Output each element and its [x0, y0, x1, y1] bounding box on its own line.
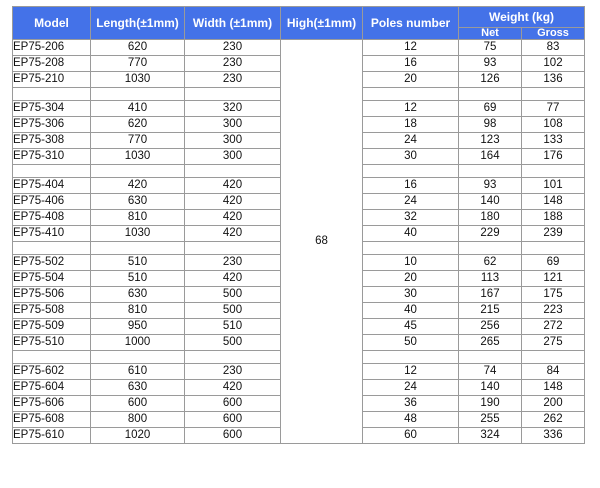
cell-poles: 20 [363, 72, 459, 88]
cell-length: 810 [91, 210, 185, 226]
cell-poles: 36 [363, 396, 459, 412]
cell-model: EP75-404 [13, 178, 91, 194]
cell-model: EP75-509 [13, 319, 91, 335]
cell-gross: 83 [522, 40, 585, 56]
header-high: High(±1mm) [281, 7, 363, 40]
cell-poles: 24 [363, 133, 459, 149]
cell-high: 68 [281, 40, 363, 444]
cell-length: 770 [91, 56, 185, 72]
cell-net: 113 [459, 271, 522, 287]
cell-model: EP75-506 [13, 287, 91, 303]
cell-model: EP75-606 [13, 396, 91, 412]
table-body [13, 40, 585, 444]
empty-cell [91, 351, 185, 364]
cell-length: 600 [91, 396, 185, 412]
cell-gross: 148 [522, 380, 585, 396]
empty-cell [363, 88, 459, 101]
cell-net: 256 [459, 319, 522, 335]
cell-width: 600 [185, 428, 281, 444]
cell-length: 630 [91, 194, 185, 210]
cell-gross: 77 [522, 101, 585, 117]
cell-poles: 16 [363, 56, 459, 72]
cell-net: 164 [459, 149, 522, 165]
cell-net: 180 [459, 210, 522, 226]
cell-gross: 239 [522, 226, 585, 242]
cell-model: EP75-408 [13, 210, 91, 226]
cell-width: 510 [185, 319, 281, 335]
cell-net: 93 [459, 178, 522, 194]
cell-length: 1030 [91, 72, 185, 88]
cell-model: EP75-306 [13, 117, 91, 133]
cell-poles: 40 [363, 226, 459, 242]
cell-model: EP75-510 [13, 335, 91, 351]
cell-net: 69 [459, 101, 522, 117]
cell-length: 420 [91, 178, 185, 194]
cell-poles: 40 [363, 303, 459, 319]
empty-cell [522, 242, 585, 255]
header-weight: Weight (kg) [459, 7, 585, 28]
empty-cell [522, 165, 585, 178]
empty-cell [459, 165, 522, 178]
empty-cell [91, 165, 185, 178]
cell-poles: 30 [363, 287, 459, 303]
cell-poles: 24 [363, 380, 459, 396]
cell-gross: 188 [522, 210, 585, 226]
empty-cell [459, 88, 522, 101]
empty-cell [185, 242, 281, 255]
cell-net: 324 [459, 428, 522, 444]
empty-cell [363, 242, 459, 255]
cell-width: 420 [185, 194, 281, 210]
empty-cell [522, 88, 585, 101]
cell-width: 230 [185, 56, 281, 72]
cell-gross: 275 [522, 335, 585, 351]
cell-gross: 133 [522, 133, 585, 149]
empty-cell [13, 88, 91, 101]
cell-length: 950 [91, 319, 185, 335]
cell-gross: 200 [522, 396, 585, 412]
cell-length: 1030 [91, 226, 185, 242]
cell-net: 75 [459, 40, 522, 56]
cell-length: 620 [91, 117, 185, 133]
cell-poles: 30 [363, 149, 459, 165]
cell-net: 215 [459, 303, 522, 319]
cell-length: 810 [91, 303, 185, 319]
cell-net: 255 [459, 412, 522, 428]
empty-cell [363, 351, 459, 364]
cell-net: 123 [459, 133, 522, 149]
cell-width: 420 [185, 380, 281, 396]
cell-net: 229 [459, 226, 522, 242]
header-row [13, 7, 585, 28]
cell-net: 140 [459, 380, 522, 396]
empty-cell [459, 242, 522, 255]
cell-net: 140 [459, 194, 522, 210]
cell-length: 630 [91, 287, 185, 303]
cell-length: 1030 [91, 149, 185, 165]
cell-gross: 176 [522, 149, 585, 165]
header-poles: Poles number [363, 7, 459, 40]
cell-length: 1020 [91, 428, 185, 444]
cell-poles: 24 [363, 194, 459, 210]
cell-model: EP75-210 [13, 72, 91, 88]
table-row [13, 40, 585, 56]
cell-length: 610 [91, 364, 185, 380]
cell-gross: 136 [522, 72, 585, 88]
cell-width: 230 [185, 255, 281, 271]
cell-gross: 262 [522, 412, 585, 428]
cell-net: 62 [459, 255, 522, 271]
cell-width: 500 [185, 287, 281, 303]
cell-width: 300 [185, 149, 281, 165]
cell-poles: 12 [363, 101, 459, 117]
cell-gross: 175 [522, 287, 585, 303]
cell-length: 630 [91, 380, 185, 396]
empty-cell [91, 88, 185, 101]
cell-gross: 108 [522, 117, 585, 133]
cell-poles: 20 [363, 271, 459, 287]
cell-poles: 16 [363, 178, 459, 194]
header-net: Net [459, 28, 522, 40]
cell-width: 300 [185, 133, 281, 149]
header-model: Model [13, 7, 91, 40]
header-gross: Gross [522, 28, 585, 40]
cell-width: 230 [185, 72, 281, 88]
cell-length: 620 [91, 40, 185, 56]
cell-net: 126 [459, 72, 522, 88]
cell-width: 600 [185, 412, 281, 428]
cell-model: EP75-602 [13, 364, 91, 380]
cell-model: EP75-508 [13, 303, 91, 319]
cell-poles: 48 [363, 412, 459, 428]
cell-model: EP75-504 [13, 271, 91, 287]
cell-poles: 12 [363, 40, 459, 56]
cell-model: EP75-406 [13, 194, 91, 210]
cell-net: 74 [459, 364, 522, 380]
empty-cell [185, 88, 281, 101]
cell-model: EP75-502 [13, 255, 91, 271]
cell-width: 420 [185, 178, 281, 194]
cell-gross: 336 [522, 428, 585, 444]
cell-width: 500 [185, 335, 281, 351]
cell-width: 230 [185, 40, 281, 56]
cell-gross: 102 [522, 56, 585, 72]
cell-net: 265 [459, 335, 522, 351]
cell-length: 510 [91, 255, 185, 271]
cell-poles: 32 [363, 210, 459, 226]
cell-model: EP75-610 [13, 428, 91, 444]
empty-cell [13, 351, 91, 364]
cell-poles: 60 [363, 428, 459, 444]
empty-cell [459, 351, 522, 364]
cell-width: 600 [185, 396, 281, 412]
spec-table-container [12, 6, 585, 444]
cell-length: 770 [91, 133, 185, 149]
cell-gross: 272 [522, 319, 585, 335]
cell-model: EP75-608 [13, 412, 91, 428]
cell-width: 420 [185, 271, 281, 287]
cell-poles: 12 [363, 364, 459, 380]
cell-model: EP75-206 [13, 40, 91, 56]
empty-cell [185, 351, 281, 364]
cell-model: EP75-604 [13, 380, 91, 396]
cell-width: 300 [185, 117, 281, 133]
cell-width: 320 [185, 101, 281, 117]
cell-poles: 10 [363, 255, 459, 271]
cell-gross: 148 [522, 194, 585, 210]
cell-width: 420 [185, 210, 281, 226]
cell-model: EP75-208 [13, 56, 91, 72]
cell-model: EP75-308 [13, 133, 91, 149]
cell-length: 800 [91, 412, 185, 428]
cell-poles: 18 [363, 117, 459, 133]
empty-cell [522, 351, 585, 364]
empty-cell [185, 165, 281, 178]
header-length: Length(±1mm) [91, 7, 185, 40]
cell-length: 1000 [91, 335, 185, 351]
cell-poles: 45 [363, 319, 459, 335]
empty-cell [363, 165, 459, 178]
cell-net: 93 [459, 56, 522, 72]
cell-width: 500 [185, 303, 281, 319]
cell-model: EP75-304 [13, 101, 91, 117]
cell-net: 167 [459, 287, 522, 303]
empty-cell [13, 165, 91, 178]
cell-length: 410 [91, 101, 185, 117]
cell-width: 420 [185, 226, 281, 242]
cell-width: 230 [185, 364, 281, 380]
cell-net: 98 [459, 117, 522, 133]
empty-cell [91, 242, 185, 255]
cell-model: EP75-310 [13, 149, 91, 165]
cell-model: EP75-410 [13, 226, 91, 242]
empty-cell [13, 242, 91, 255]
spec-table [12, 6, 585, 444]
header-width: Width (±1mm) [185, 7, 281, 40]
cell-poles: 50 [363, 335, 459, 351]
cell-gross: 101 [522, 178, 585, 194]
cell-gross: 84 [522, 364, 585, 380]
cell-gross: 69 [522, 255, 585, 271]
cell-gross: 121 [522, 271, 585, 287]
cell-gross: 223 [522, 303, 585, 319]
cell-net: 190 [459, 396, 522, 412]
cell-length: 510 [91, 271, 185, 287]
